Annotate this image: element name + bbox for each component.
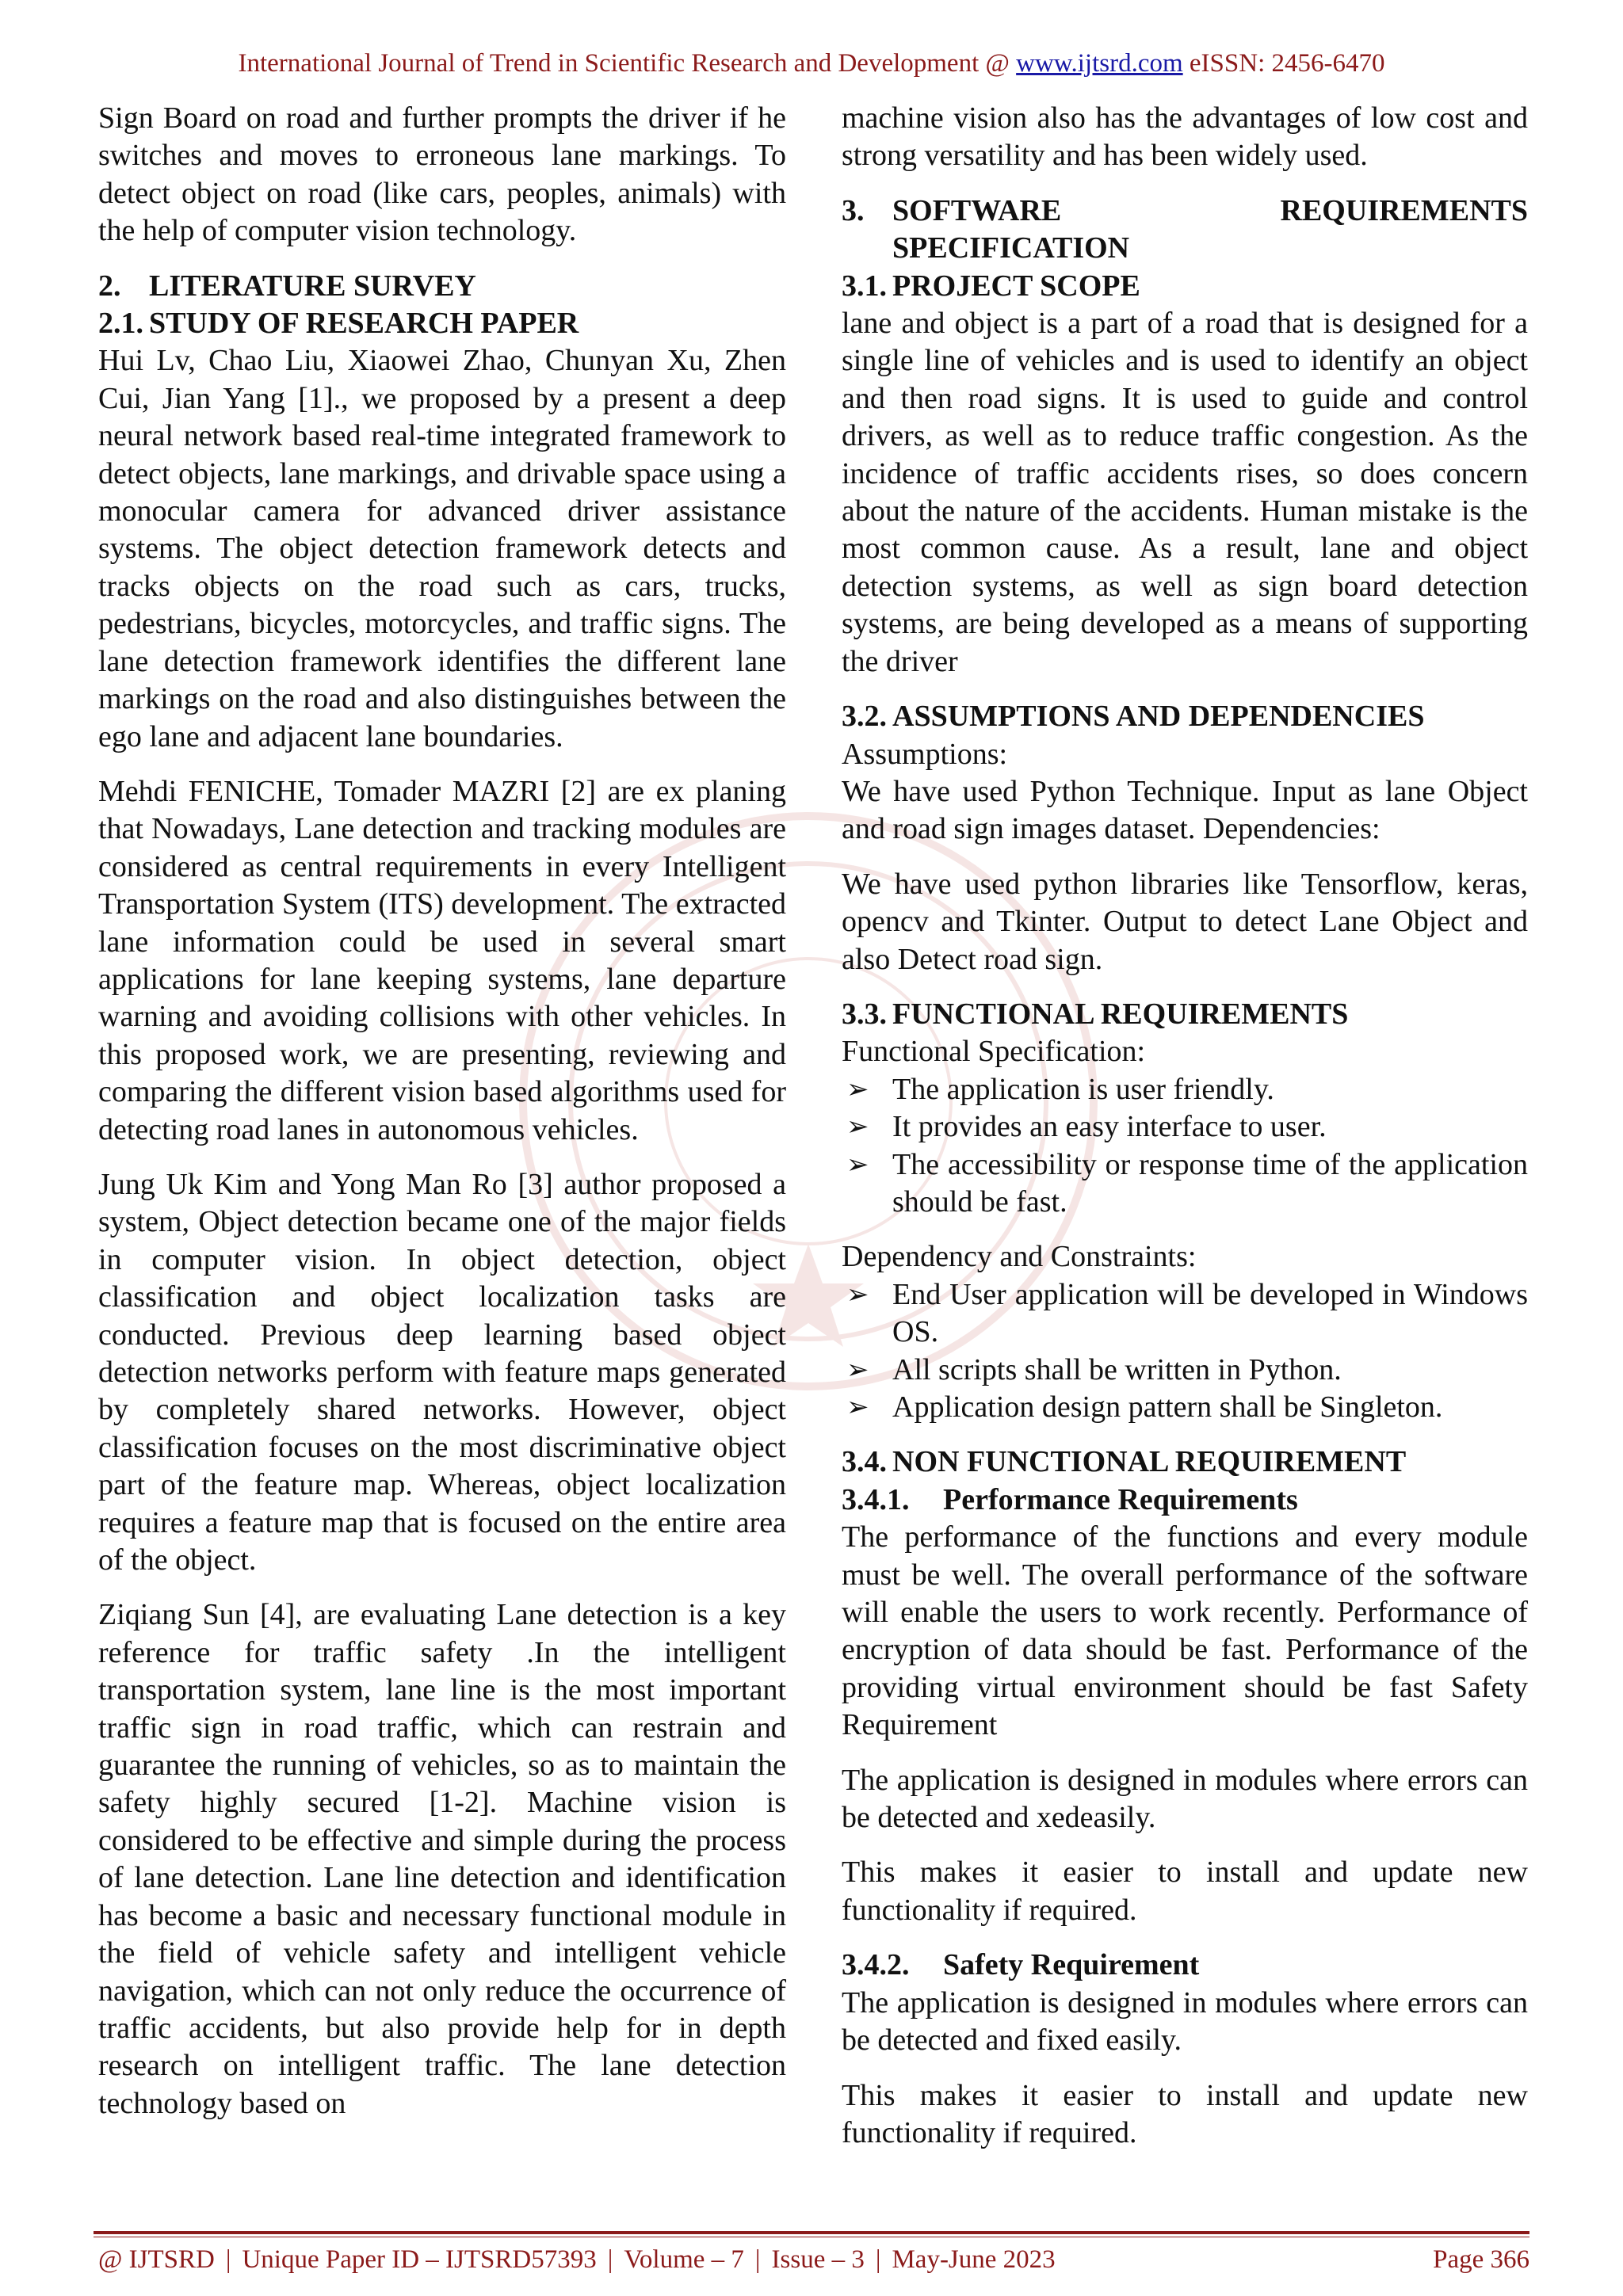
journal-link[interactable]: www.ijtsrd.com (1016, 49, 1183, 78)
intro-continuation: Sign Board on road and further prompts the driver if he switches and moves to erroneous lane markings. To detect object on road (like cars, peoples, animals) with the help of computer vision technology. (98, 101, 786, 248)
bullet-arrow-icon: ➢ (846, 1112, 869, 1142)
subsection-heading-nonfunctional: 3.4. NON FUNCTIONAL REQUIREMENT (842, 1445, 1407, 1479)
bullet-arrow-icon: ➢ (846, 1074, 869, 1104)
paragraph-ref-2: Mehdi FENICHE, Tomader MAZRI [2] are ex planing that Nowadays, Lane detection and tracking modules are considered as central requirements in every Intelligent Transportation System (ITS) development. The extracted lane information could be used in several smart applications for lane keeping systems, lane departure warning and avoiding collisions with other vehicles. In this proposed work, we are presenting, reviewing and comparing the different vision based algorithms used for detecting road lanes in autonomous vehicles. (98, 774, 786, 1146)
list-item: ➢ The accessibility or response time of the application should be fast. (846, 1147, 1528, 1219)
subsection-heading-project-scope: 3.1. PROJECT SCOPE (842, 269, 1140, 303)
subsubsection-heading-safety: 3.4.2. Safety Requirement (842, 1948, 1200, 1982)
paragraph-install-2: This makes it easier to install and update new functionality if required. (842, 2078, 1528, 2149)
subsection-heading-functional: 3.3. FUNCTIONAL REQUIREMENTS (842, 997, 1349, 1031)
paragraph-modules-1: The application is designed in modules where errors can be detected and xedeasily. (842, 1763, 1528, 1835)
list-item: ➢ Application design pattern shall be Singleton. (842, 1389, 1528, 1426)
section-heading-srs: 3. SOFTWARE REQUIREMENTS SPECIFICATION (842, 193, 1528, 265)
header-suffix: eISSN: 2456-6470 (1182, 49, 1385, 78)
paragraph-dependencies: We have used python libraries like Tensorflow, keras, opencv and Tkinter. Output to detect Lane Object and also Detect road sign. (842, 867, 1528, 976)
list-item: ➢ End User application will be developed in Windows OS. (846, 1277, 1528, 1349)
header-prefix: International Journal of Trend in Scientific Research and Development @ (238, 49, 1017, 78)
bullet-arrow-icon: ➢ (846, 1150, 869, 1180)
paragraph-project-scope: lane and object is a part of a road that is designed for a single line of vehicles and is used to identify an object and then road signs. It is used to guide and control drivers, as well as to reduce traffic congestion. As the incidence of traffic accidents rises, so does concern about the nature of the accidents. Human mistake is the most common cause. As a result, lane and object detection systems, as well as sign board detection systems, are being developed as a means of supporting the driver (842, 307, 1528, 678)
functional-spec-label: Functional Specification: (842, 1035, 1146, 1069)
list-item: ➢ All scripts shall be written in Python. (842, 1352, 1528, 1389)
paragraph-safety: The application is designed in modules where errors can be detected and fixed easily. (842, 1985, 1528, 2058)
running-footer (98, 2245, 1529, 2275)
page-number: Page 366 (1433, 2245, 1529, 2274)
dependency-list (842, 1276, 1528, 1427)
paragraph-ref-3: Jung Uk Kim and Yong Man Ro [3] author proposed a system, Object detection became one of the major fields in computer vision. In object detection, object classification and object localization tasks are conducted. Previous deep learning based object detection networks perform with feature maps generated by completely shared networks. However, object classification focuses on the most discriminative object part of the feature map. Whereas, object localization requires a feature map that is focused on the entire area of the object. (98, 1167, 786, 1577)
bullet-arrow-icon: ➢ (846, 1355, 869, 1385)
dependency-label: Dependency and Constraints: (842, 1240, 1197, 1274)
list-item: ➢ The application is user friendly. (842, 1071, 1528, 1108)
paragraph-install-1: This makes it easier to install and update new functionality if required. (842, 1855, 1528, 1927)
bullet-arrow-icon: ➢ (846, 1280, 869, 1310)
functional-spec-list (842, 1071, 1528, 1222)
footer-rule (94, 2231, 1529, 2234)
left-column (98, 100, 786, 2122)
assumptions-label: Assumptions: (842, 737, 1008, 771)
footer-citation: @ IJTSRD | Unique Paper ID – IJTSRD57393 | Volume – 7 | Issue – 3 | May-June 2023 (98, 2245, 1056, 2274)
subsection-heading-study: 2.1. STUDY OF RESEARCH PAPER (98, 307, 579, 341)
bullet-arrow-icon: ➢ (846, 1393, 869, 1422)
section-heading-literature-survey: 2. LITERATURE SURVEY (98, 269, 476, 303)
paragraph-performance: The performance of the functions and every module must be well. The overall performance of the software will enable the users to work recently. Performance of encryption of data should be fast. Performance of the providing virtual environment should be fast Safety Requirement (842, 1520, 1528, 1742)
right-column (842, 100, 1528, 2152)
subsection-heading-assumptions: 3.2. ASSUMPTIONS AND DEPENDENCIES (842, 700, 1425, 734)
subsubsection-heading-performance: 3.4.1. Performance Requirements (842, 1482, 1298, 1516)
running-header (0, 49, 1623, 78)
paragraph-assumptions: We have used Python Technique. Input as lane Object and road sign images dataset. Dependencies: (842, 774, 1528, 846)
paragraph-continuation: machine vision also has the advantages of low cost and strong versatility and has been widely used. (842, 101, 1528, 173)
paragraph-ref-1: Hui Lv, Chao Liu, Xiaowei Zhao, Chunyan Xu, Zhen Cui, Jian Yang [1]., we proposed by a present a deep neural network based real-time integrated framework to detect objects, lane markings, and drivable space using a monocular camera for advanced driver assistance systems. The object detection framework detects and tracks objects on the road such as cars, trucks, pedestrians, bicycles, motorcycles, and traffic signs. The lane detection framework identifies the different lane markings on the road and also distinguishes between the ego lane and adjacent lane boundaries. (98, 344, 786, 753)
paragraph-ref-4: Ziqiang Sun [4], are evaluating Lane detection is a key reference for traffic safety .In the intelligent transportation system, lane line is the most important traffic sign in road traffic, which can restrain and guarantee the running of vehicles, so as to maintain the safety highly secured [1-2]. Machine vision is considered to be effective and simple during the process of lane detection. Lane line detection and identification has become a basic and necessary functional module in the field of vehicle safety and intelligent vehicle navigation, which can not only reduce the occurrence of traffic accidents, but also provide help for in depth research on intelligent traffic. The lane detection technology based on (98, 1598, 786, 2120)
list-item: ➢ It provides an easy interface to user. (842, 1108, 1528, 1146)
